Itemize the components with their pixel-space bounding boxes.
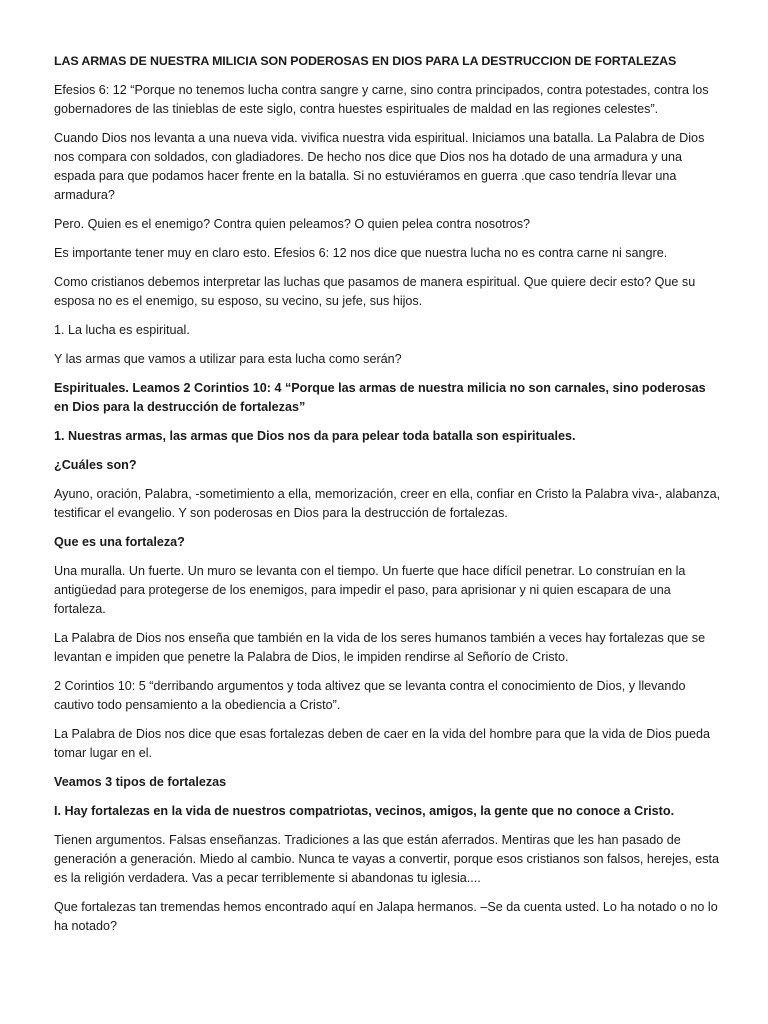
- document-title: LAS ARMAS DE NUESTRA MILICIA SON PODEROSAS EN DIOS PARA LA DESTRUCCION DE FORTALEZAS: [54, 54, 677, 68]
- paragraph-efesios-quote: Efesios 6: 12 “Porque no tenemos lucha contra sangre y carne, sino contra principados, contra potestades, contra los gobernadores de las tinieblas de este siglo, contra huestes espirituales de maldad en las regiones celestes”.: [54, 83, 709, 116]
- paragraph-nueva-vida: Cuando Dios nos levanta a una nueva vida. vivifica nuestra vida espiritual. Iniciamos una batalla. La Palabra de Dios nos compara con soldados, con gladiadores. De hecho nos dice que Dios nos ha dotado de una armadura y una espada para que podamos hacer frente en la batalla. Si no estuviéramos en guerra .que caso tendría llevar una armadura?: [54, 131, 705, 202]
- paragraph-armas-question: Y las armas que vamos a utilizar para esta lucha como serán?: [54, 352, 402, 366]
- paragraph-lucha-espiritual: 1. La lucha es espiritual.: [54, 323, 190, 337]
- paragraph-corintios-quote: 2 Corintios 10: 5 “derribando argumentos y toda altivez que se levanta contra el conocimiento de Dios, y llevando cautivo todo pensamiento a la obediencia a Cristo”.: [54, 679, 686, 712]
- paragraph-cristianos: Como cristianos debemos interpretar las luchas que pasamos de manera espiritual. Que quiere decir esto? Que su esposa no es el enemigo, su esposo, su vecino, su jefe, sus hijos.: [54, 275, 696, 308]
- paragraph-nuestras-armas: 1. Nuestras armas, las armas que Dios nos da para pelear toda batalla son espirituales.: [54, 429, 576, 443]
- paragraph-ayuno-list: Ayuno, oración, Palabra, -sometimiento a ella, memorización, creer en ella, confiar en Cristo la Palabra viva-, alabanza, testificar el evangelio. Y son poderosas en Dios para la destrucción de fortalezas.: [54, 487, 721, 520]
- paragraph-palabra-ensena: La Palabra de Dios nos enseña que también en la vida de los seres humanos también a veces hay fortalezas que se levantan e impiden que penetre la Palabra de Dios, le impiden rendirse al Señorío de Cristo.: [54, 631, 706, 664]
- paragraph-cuales-son: ¿Cuáles son?: [54, 458, 137, 472]
- paragraph-jalapa: Que fortalezas tan tremendas hemos encontrado aquí en Jalapa hermanos. –Se da cuenta usted. Lo ha notado o no lo ha notado?: [54, 900, 718, 933]
- paragraph-muralla: Una muralla. Un fuerte. Un muro se levanta con el tiempo. Un fuerte que hace difícil penetrar. Lo construían en la antigüedad para protegerse de los enemigos, para impedir el paso, para aprisionar y ni quien escapara de una fortaleza.: [54, 564, 686, 616]
- paragraph-enemigo-question: Pero. Quien es el enemigo? Contra quien peleamos? O quien pelea contra nosotros?: [54, 217, 531, 231]
- paragraph-fortalezas-caer: La Palabra de Dios nos dice que esas fortalezas deben de caer en la vida del hombre para que la vida de Dios pueda tomar lugar en el.: [54, 727, 711, 760]
- paragraph-argumentos: Tienen argumentos. Falsas enseñanzas. Tradiciones a las que están aferrados. Mentiras que les han pasado de generación a generación. Miedo al cambio. Nunca te vayas a convertir, porque esos cristianos son falsos, herejes, esta es la religión verdadera. Vas a pecar terriblemente si abandonas tu iglesia....: [54, 833, 720, 885]
- paragraph-espirituales-quote: Espirituales. Leamos 2 Corintios 10: 4 “Porque las armas de nuestra milicia no son carnales, sino poderosas en Dios para la destrucción de fortalezas”: [54, 381, 706, 414]
- paragraph-fortalezas-compatriotas: I. Hay fortalezas en la vida de nuestros compatriotas, vecinos, amigos, la gente que no conoce a Cristo.: [54, 804, 675, 818]
- paragraph-que-es-fortaleza: Que es una fortaleza?: [54, 535, 185, 549]
- paragraph-importante: Es importante tener muy en claro esto. Efesios 6: 12 nos dice que nuestra lucha no es contra carne ni sangre.: [54, 246, 668, 260]
- paragraph-tres-tipos: Veamos 3 tipos de fortalezas: [54, 775, 227, 789]
